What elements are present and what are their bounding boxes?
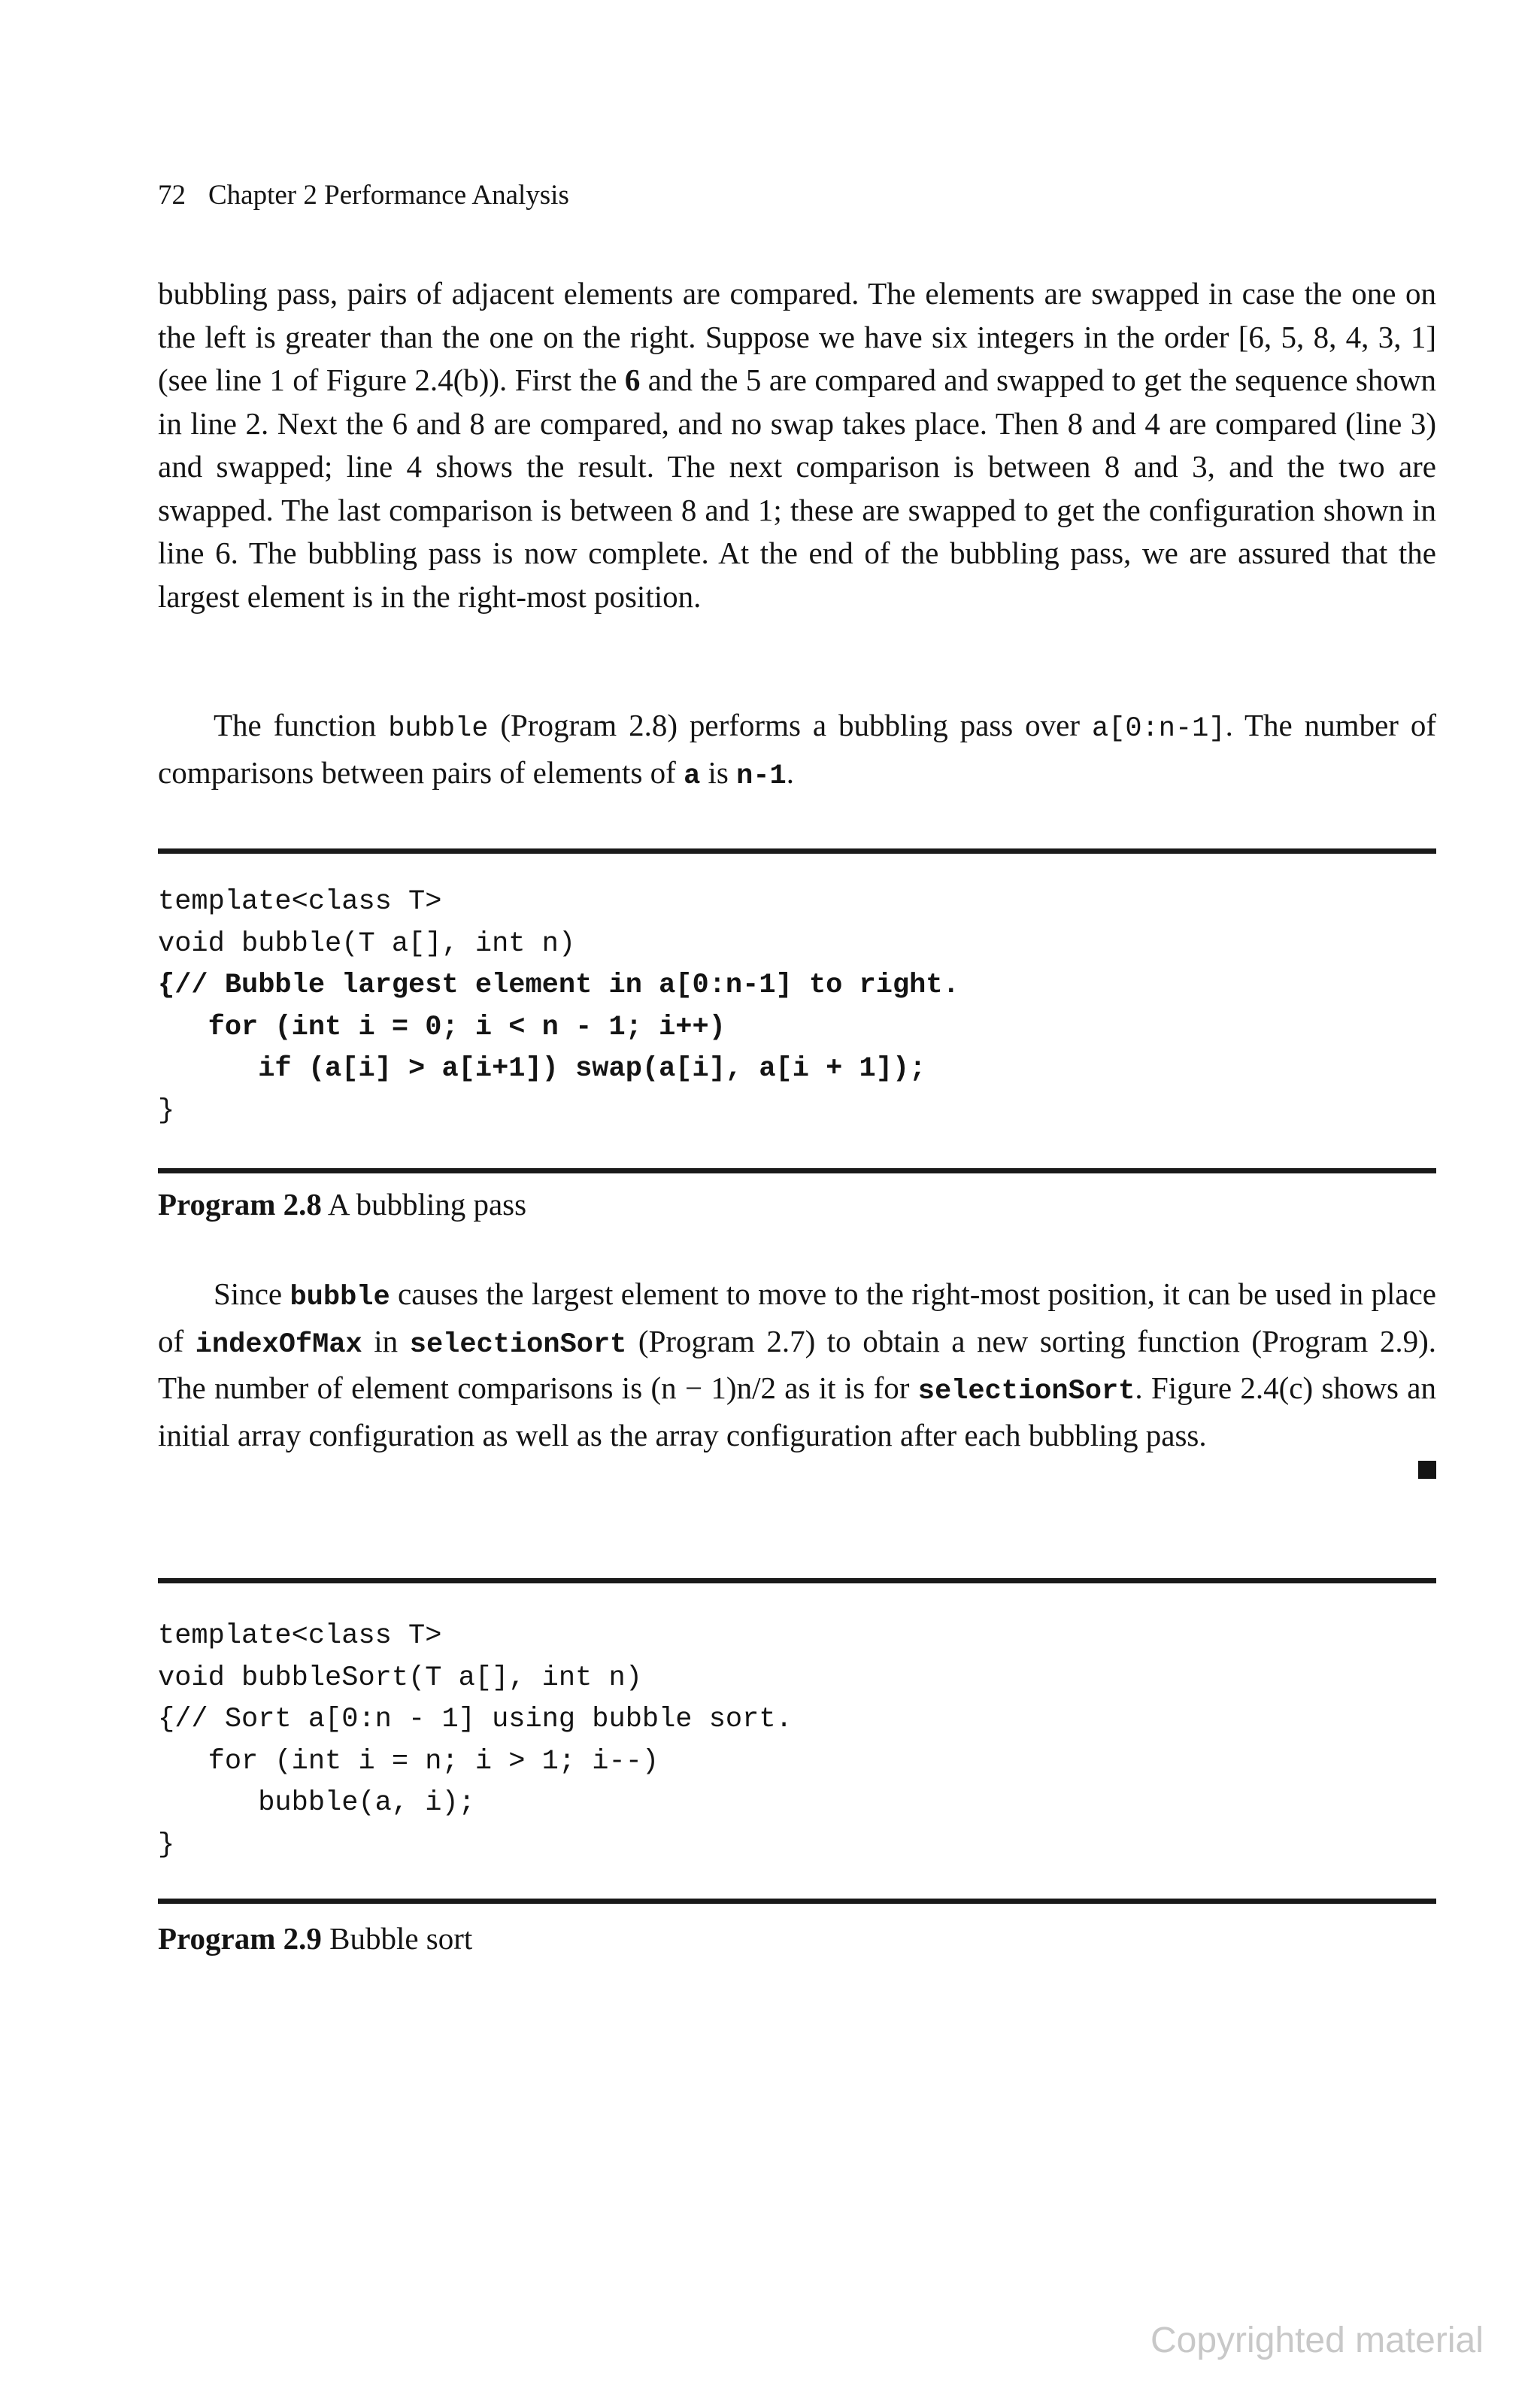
code-line: void bubble(T a[], int n) bbox=[158, 927, 576, 960]
text-run: and the 5 are compared and swapped to get the sequence shown in line 2. Next the 6 and 8 are compared, and no swap takes place. Then 8 and 4 are compared (line 3) and swapped; line 4 shows the result. The next comparison is between 8 and 3, and the two are swapped. The last comparison is between 8 and 1; these are swapped to get the configuration shown in line 6. The bubbling pass is now complete. At the end of the bubbling pass, we are assured that the largest element is in the right-most position. bbox=[158, 363, 1436, 614]
text-run: . bbox=[786, 754, 795, 790]
text-run: Since bbox=[214, 1276, 290, 1311]
code-inline: selectionSort bbox=[917, 1376, 1135, 1407]
text-run: is bbox=[700, 754, 737, 790]
end-of-example-mark bbox=[1418, 1461, 1436, 1479]
paragraph-bubble-function bbox=[158, 704, 1436, 798]
code-line: template<class T> bbox=[158, 1620, 442, 1652]
chapter-title: Chapter 2 Performance Analysis bbox=[208, 180, 569, 211]
code-line: template<class T> bbox=[158, 886, 442, 918]
caption-text: A bubbling pass bbox=[321, 1187, 527, 1222]
code-line: } bbox=[158, 1829, 175, 1861]
page-number: 72 bbox=[158, 180, 186, 211]
program-top-rule bbox=[158, 1578, 1436, 1583]
code-line: for (int i = 0; i < n - 1; i++) bbox=[158, 1011, 726, 1043]
book-page bbox=[158, 0, 1436, 2398]
text-run: in bbox=[362, 1323, 410, 1358]
program-bottom-rule bbox=[158, 1899, 1436, 1904]
code-line: void bubbleSort(T a[], int n) bbox=[158, 1662, 642, 1694]
code-inline: bubble bbox=[388, 713, 489, 745]
paragraph-bubbling-pass bbox=[158, 272, 1436, 618]
code-inline: a bbox=[684, 760, 701, 792]
text-run: 6 bbox=[624, 363, 641, 397]
caption-text: Bubble sort bbox=[321, 1921, 473, 1956]
code-line: bubble(a, i); bbox=[158, 1787, 475, 1819]
code-inline: n-1 bbox=[736, 760, 787, 792]
program-2-8-caption bbox=[158, 1186, 526, 1222]
program-2-9-caption bbox=[158, 1920, 472, 1956]
text-run: (Program 2.8) performs a bubbling pass over bbox=[488, 708, 1092, 742]
code-inline: selectionSort bbox=[409, 1328, 627, 1361]
text-run: The function bbox=[214, 708, 389, 742]
code-inline: indexOfMax bbox=[195, 1328, 362, 1361]
text-run: (Program 2.7) to obtain a new sorting function (Program 2.9). The number of element comparisons is (n − 1)n/2 as it is for bbox=[158, 1323, 1436, 1405]
text-run: . Figure 2.4(c) shows an initial array configuration as well as the array configuration after each bubbling pass. bbox=[158, 1371, 1436, 1452]
code-line: } bbox=[158, 1094, 175, 1127]
code-line: for (int i = n; i > 1; i--) bbox=[158, 1745, 659, 1777]
text-run: causes the largest element to move to the right-most position, it can be used in place of bbox=[158, 1276, 1436, 1358]
running-head bbox=[158, 179, 569, 211]
code-inline: a[0:n-1] bbox=[1091, 713, 1226, 745]
text-run: . The number of comparisons between pairs of elements of bbox=[158, 708, 1436, 790]
code-inline: bubble bbox=[290, 1282, 390, 1313]
caption-label: Program 2.8 bbox=[158, 1187, 322, 1222]
code-line: {// Bubble largest element in a[0:n-1] to right. bbox=[158, 970, 959, 1001]
paragraph-bubble-sort bbox=[158, 1273, 1436, 1457]
program-top-rule bbox=[158, 848, 1436, 854]
program-bottom-rule bbox=[158, 1168, 1436, 1173]
copyright-watermark: Copyrighted material bbox=[1150, 2321, 1484, 2360]
caption-label: Program 2.9 bbox=[158, 1921, 322, 1956]
text-run: bubbling pass, pairs of adjacent elements are compared. The elements are swapped in case the one on the left is greater than the one on the right. Suppose we have six integers in the order [6, 5, 8, 4, 3, 1] (see line 1 of Figure 2.4(b)). First the bbox=[158, 276, 1436, 397]
code-line: {// Sort a[0:n - 1] using bubble sort. bbox=[158, 1704, 793, 1735]
program-2-8-code bbox=[158, 882, 959, 1132]
code-line: if (a[i] > a[i+1]) swap(a[i], a[i + 1]); bbox=[158, 1053, 926, 1085]
program-2-9-code bbox=[158, 1616, 793, 1866]
